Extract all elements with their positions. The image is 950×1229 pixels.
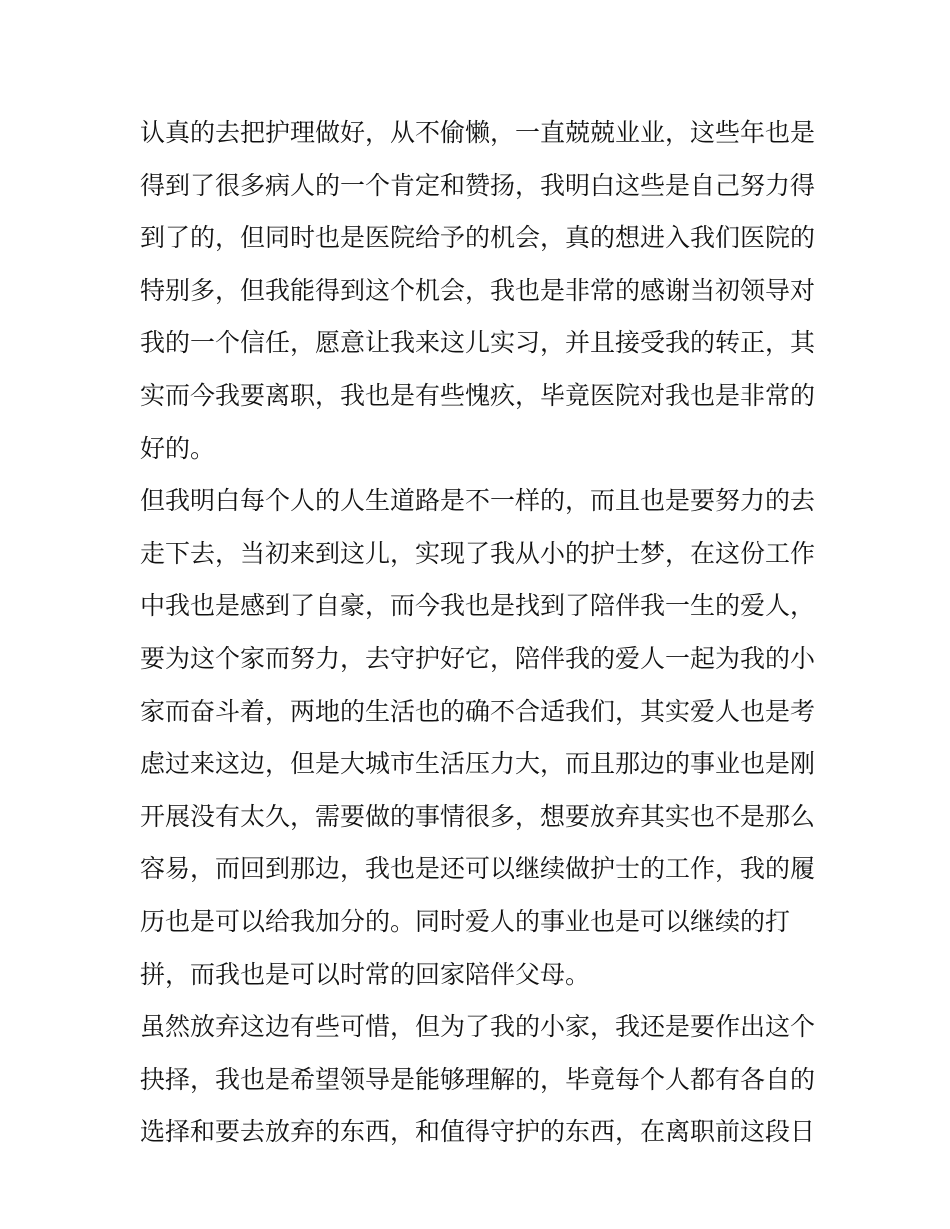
text-line: 认真的去把护理做好，从不偷懒，一直兢兢业业，这些年也是 <box>140 118 816 147</box>
text-line: 历也是可以给我加分的。同时爱人的事业也是可以继续的打 <box>140 906 791 936</box>
text-line: 得到了很多病人的一个肯定和赞扬，我明白这些是自己努力得 <box>140 170 816 200</box>
text-line: 好的。 <box>140 433 216 463</box>
text-line: 中我也是感到了自豪，而今我也是找到了陪伴我一生的爱人， <box>140 591 816 621</box>
text-line: 虑过来这边，但是大城市生活压力大，而且那边的事业也是刚 <box>140 749 816 779</box>
text-line: 选择和要去放弃的东西，和值得守护的东西，在离职前这段日 <box>140 1117 816 1147</box>
text-line: 家而奋斗着，两地的生活也的确不合适我们，其实爱人也是考 <box>140 696 816 726</box>
text-line: 特别多，但我能得到这个机会，我也是非常的感谢当初领导对 <box>140 275 816 305</box>
text-line: 抉择，我也是希望领导是能够理解的，毕竟每个人都有各自的 <box>140 1064 816 1094</box>
text-line: 开展没有太久，需要做的事情很多，想要放弃其实也不是那么 <box>140 801 816 831</box>
text-line: 容易，而回到那边，我也是还可以继续做护士的工作，我的履 <box>140 854 816 884</box>
text-line: 走下去，当初来到这儿，实现了我从小的护士梦，在这份工作 <box>140 538 816 568</box>
text-line: 要为这个家而努力，去守护好它，陪伴我的爱人一起为我的小 <box>140 643 816 673</box>
document-body <box>140 107 820 1159</box>
text-line: 但我明白每个人的人生道路是不一样的，而且也是要努力的去 <box>140 486 816 516</box>
text-line: 拼，而我也是可以时常的回家陪伴父母。 <box>140 959 591 989</box>
text-line: 虽然放弃这边有些可惜，但为了我的小家，我还是要作出这个 <box>140 1012 816 1042</box>
text-line: 实而今我要离职，我也是有些愧疚，毕竟医院对我也是非常的 <box>140 380 816 410</box>
text-line: 到了的，但同时也是医院给予的机会，真的想进入我们医院的 <box>140 223 816 253</box>
text-line: 我的一个信任，愿意让我来这儿实习，并且接受我的转正，其 <box>140 328 816 358</box>
